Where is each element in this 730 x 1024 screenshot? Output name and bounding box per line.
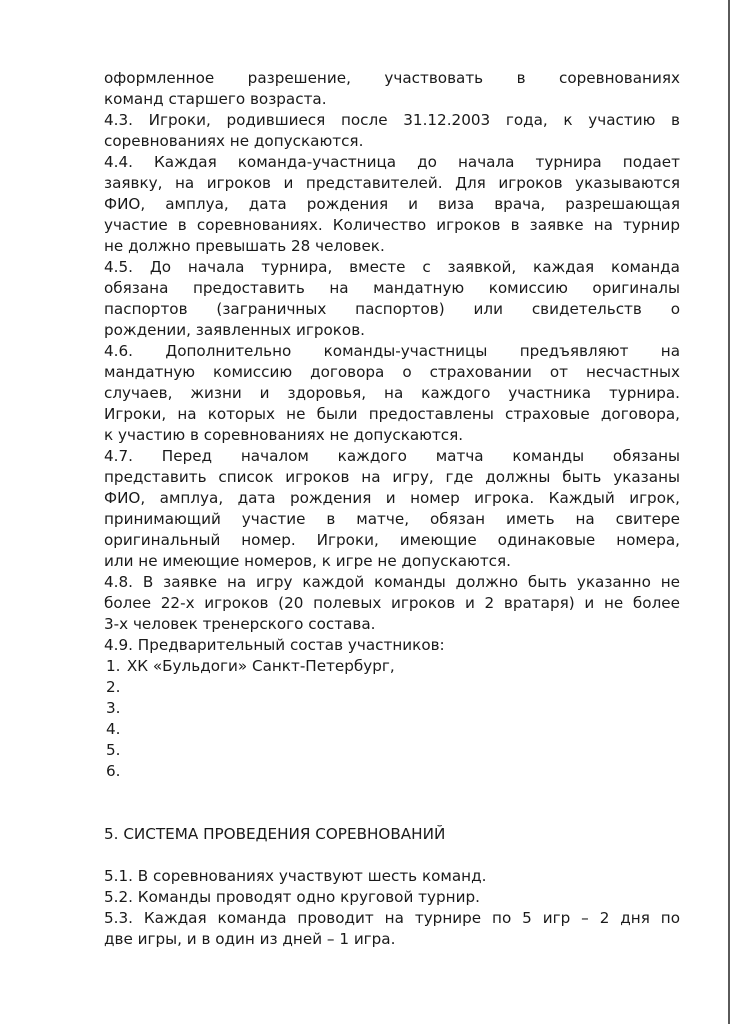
text-line: оформленное разрешение, участвовать в соревнованиях bbox=[104, 69, 680, 87]
text-line: не должно превышать 28 человек. bbox=[104, 237, 385, 255]
text-line: 4.8. В заявке на игру каждой команды должно быть указанно не bbox=[104, 573, 680, 591]
spacer bbox=[104, 782, 680, 824]
paragraph-4-5 bbox=[104, 257, 680, 341]
text-line: представить список игроков на игру, где должны быть указаны bbox=[104, 468, 680, 486]
text-line: 3-х человек тренерского состава. bbox=[104, 615, 376, 633]
spacer bbox=[104, 845, 680, 866]
text-line: принимающий участие в матче, обязан иметь на свитере bbox=[104, 510, 680, 528]
text-line: 5.2. Команды проводят одно круговой турнир. bbox=[104, 888, 480, 906]
text-line: 4.3. Игроки, родившиеся после 31.12.2003 года, к участию в bbox=[104, 111, 680, 129]
text-line: команд старшего возраста. bbox=[104, 90, 327, 108]
text-line: 4.7. Перед началом каждого матча команды обязаны bbox=[104, 447, 680, 465]
paragraph-4-8 bbox=[104, 572, 680, 635]
list-number: 4. bbox=[106, 720, 121, 738]
text-line: более 22-х игроков (20 полевых игроков и 2 вратаря) и не более bbox=[104, 594, 680, 612]
paragraph-5-3 bbox=[104, 908, 680, 950]
paragraph-4-7 bbox=[104, 446, 680, 572]
text-line: 4.6. Дополнительно команды-участницы предъявляют на bbox=[104, 342, 680, 360]
list-item bbox=[104, 761, 680, 782]
paragraph-5-2 bbox=[104, 887, 680, 908]
list-number: 2. bbox=[106, 678, 121, 696]
list-item bbox=[104, 719, 680, 740]
list-item bbox=[104, 740, 680, 761]
document-page bbox=[104, 68, 680, 950]
text-line: 5.3. Каждая команда проводит на турнире по 5 игр – 2 дня по bbox=[104, 909, 680, 927]
text-line: обязана предоставить на мандатную комиссию оригиналы bbox=[104, 279, 680, 297]
text-line: ФИО, амплуа, дата рождения и номер игрока. Каждый игрок, bbox=[104, 489, 680, 507]
participants-list bbox=[104, 656, 680, 782]
list-number: 6. bbox=[106, 762, 121, 780]
section-heading: 5. СИСТЕМА ПРОВЕДЕНИЯ СОРЕВНОВАНИЙ bbox=[104, 825, 446, 843]
text-line: заявку, на игроков и представителей. Для игроков указываются bbox=[104, 174, 680, 192]
paragraph-4-3 bbox=[104, 110, 680, 152]
text-line: Игроки, на которых не были предоставлены страховые договора, bbox=[104, 405, 680, 423]
text-line: 4.9. Предварительный состав участников: bbox=[104, 636, 445, 654]
text-line: паспортов (заграничных паспортов) или свидетельств о bbox=[104, 300, 680, 318]
paragraph-5-1 bbox=[104, 866, 680, 887]
text-line: 4.4. Каждая команда-участница до начала турнира подает bbox=[104, 153, 680, 171]
paragraph-4-4 bbox=[104, 152, 680, 257]
text-line: участие в соревнованиях. Количество игроков в заявке на турнир bbox=[104, 216, 680, 234]
text-line: оригинальный номер. Игроки, имеющие одинаковые номера, bbox=[104, 531, 680, 549]
list-number: 3. bbox=[106, 699, 121, 717]
text-line: мандатную комиссию договора о страховании от несчастных bbox=[104, 363, 680, 381]
list-number: 1. bbox=[106, 657, 121, 675]
list-item-text: ХК «Бульдоги» Санкт-Петербург, bbox=[126, 657, 395, 675]
text-line: или не имеющие номеров, к игре не допускаются. bbox=[104, 552, 511, 570]
paragraph-4-9 bbox=[104, 635, 680, 656]
paragraph-continuation bbox=[104, 68, 680, 110]
text-line: 5.1. В соревнованиях участвуют шесть команд. bbox=[104, 867, 487, 885]
list-item bbox=[104, 698, 680, 719]
text-line: 4.5. До начала турнира, вместе с заявкой, каждая команда bbox=[104, 258, 680, 276]
text-line: соревнованиях не допускаются. bbox=[104, 132, 364, 150]
text-line: случаев, жизни и здоровья, на каждого участника турнира. bbox=[104, 384, 680, 402]
list-item bbox=[104, 677, 680, 698]
text-line: к участию в соревнованиях не допускаются. bbox=[104, 426, 464, 444]
text-line: две игры, и в один из дней – 1 игра. bbox=[104, 930, 396, 948]
paragraph-4-6 bbox=[104, 341, 680, 446]
list-item bbox=[104, 656, 680, 677]
text-line: ФИО, амплуа, дата рождения и виза врача, разрешающая bbox=[104, 195, 680, 213]
text-line: рождении, заявленных игроков. bbox=[104, 321, 365, 339]
list-number: 5. bbox=[106, 741, 121, 759]
